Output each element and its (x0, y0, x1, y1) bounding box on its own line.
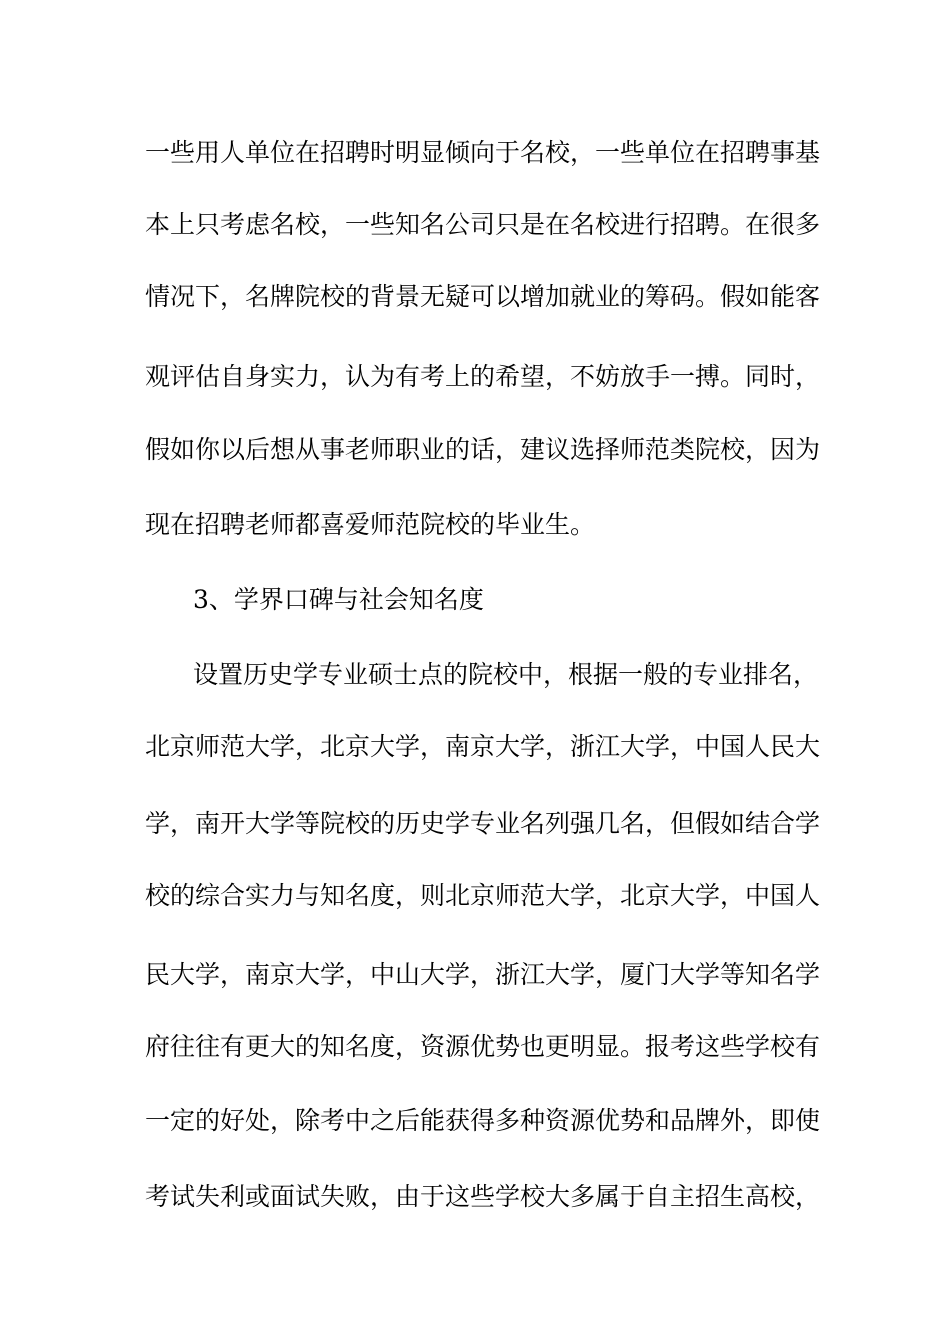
text-line: 一定的好处，除考中之后能获得多种资源优势和品牌外，即使 (145, 1106, 821, 1135)
text-line: 北京师范大学，北京大学，南京大学，浙江大学，中国人民大 (145, 732, 821, 761)
text-line: 民大学，南京大学，中山大学，浙江大学，厦门大学等知名学 (145, 960, 821, 989)
text-line: 本上只考虑名校，一些知名公司只是在名校进行招聘。在很多 (145, 210, 821, 239)
text-line: 校的综合实力与知名度，则北京师范大学，北京大学，中国人 (145, 881, 821, 910)
text-line: 一些用人单位在招聘时明显倾向于名校，一些单位在招聘事基 (145, 138, 821, 167)
text-line: 假如你以后想从事老师职业的话，建议选择师范类院校，因为 (145, 435, 821, 464)
text-line: 观评估自身实力，认为有考上的希望，不妨放手一搏。同时， (145, 362, 821, 391)
text-line: 府往往有更大的知名度，资源优势也更明显。报考这些学校有 (145, 1032, 821, 1061)
text-line: 设置历史学专业硕士点的院校中，根据一般的专业排名， (193, 660, 819, 689)
text-line: 情况下，名牌院校的背景无疑可以增加就业的筹码。假如能客 (145, 282, 821, 311)
text-line: 考试失利或面试失败，由于这些学校大多属于自主招生高校， (145, 1182, 821, 1211)
section-heading: 3、学界口碑与社会知名度 (193, 585, 484, 614)
text-line: 现在招聘老师都喜爱师范院校的毕业生。 (145, 510, 596, 539)
text-line: 学，南开大学等院校的历史学专业名列强几名，但假如结合学 (145, 809, 821, 838)
